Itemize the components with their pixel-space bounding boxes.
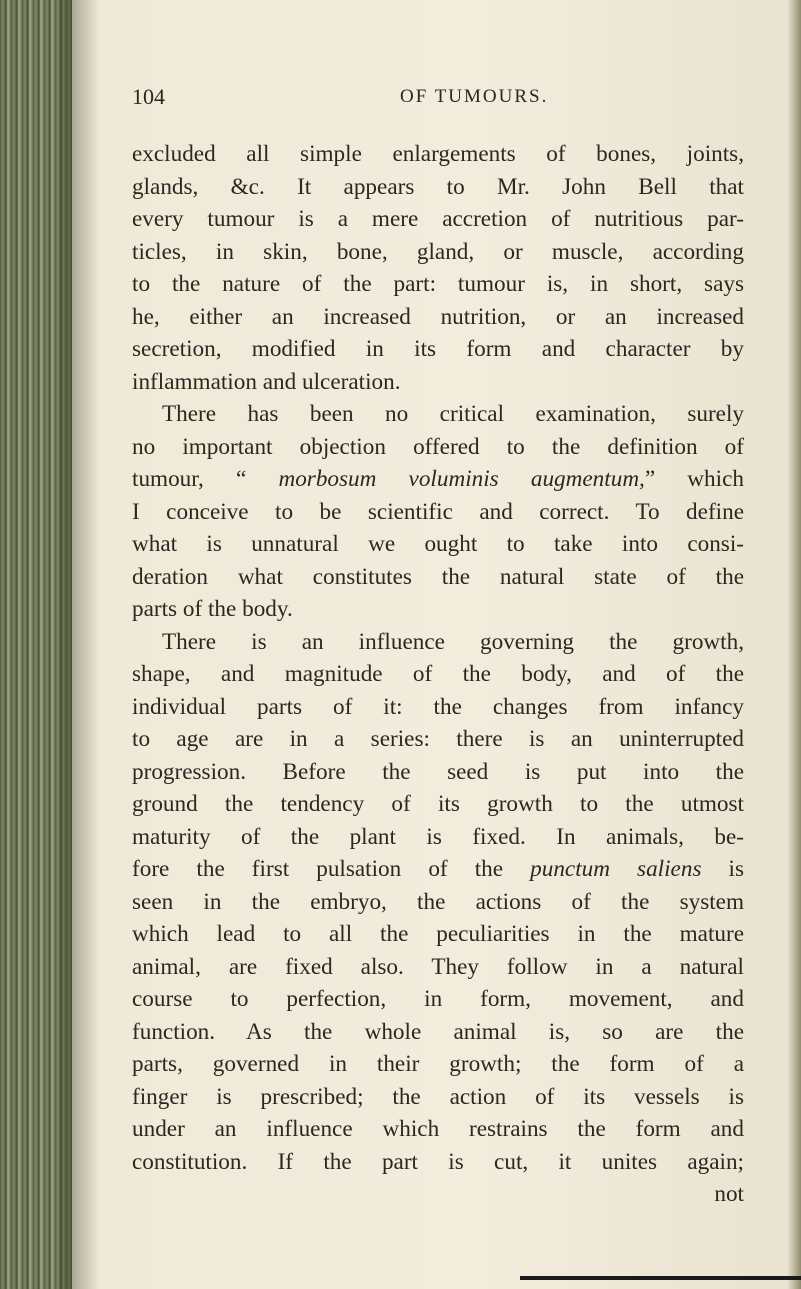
text-line: constitution. If the part is cut, it unites again; (132, 1148, 744, 1175)
text-line: finger is prescribed; the action of its vessels is (132, 1083, 744, 1110)
text-line: no important objection offered to the definition of (132, 433, 744, 460)
text-line: which lead to all the peculiarities in the mature (132, 921, 744, 947)
text-line (132, 853, 744, 886)
text-line: parts of the body. (132, 596, 293, 622)
text-line: progression. Before the seed is put into the (132, 758, 744, 785)
text-line: I conceive to be scientific and correct. To define (132, 498, 744, 525)
text-line: deration what constitutes the natural state of the (132, 563, 744, 590)
text-line: shape, and magnitude of the body, and of the (132, 661, 744, 687)
text-line (132, 463, 744, 496)
text-line: under an influence which restrains the form and (132, 1116, 744, 1142)
text-run: is (701, 856, 745, 882)
text-line: he, either an increased nutrition, or an increased (132, 303, 744, 330)
text-run: ” which (644, 466, 744, 492)
latin-phrase: morbosum voluminis augmentum, (278, 466, 645, 492)
running-header (132, 84, 732, 114)
text-line: glands, &c. It appears to Mr. John Bell that (132, 173, 744, 200)
text-line: animal, are fixed also. They follow in a natural (132, 953, 744, 980)
gutter-shadow (60, 0, 100, 1289)
paragraph-start: There has been no critical examination, surely (162, 401, 744, 427)
text-line: to the nature of the part: tumour is, in short, says (132, 271, 744, 297)
text-line: excluded all simple enlargements of bones, joints, (132, 141, 744, 167)
text-line: ground the tendency of its growth to the utmost (132, 791, 744, 817)
text-line: maturity of the plant is fixed. In animals, be- (132, 823, 744, 850)
paragraph-start: There is an influence governing the growth, (162, 628, 744, 655)
text-line: seen in the embryo, the actions of the system (132, 888, 744, 915)
page-edge (787, 0, 801, 1289)
latin-phrase: punctum saliens (530, 856, 702, 882)
text-line: what is unnatural we ought to take into consi- (132, 531, 744, 557)
text-line: ticles, in skin, bone, gland, or muscle, according (132, 238, 744, 265)
page-bottom-shadow (520, 1276, 801, 1280)
text-line: every tumour is a mere accretion of nutritious par- (132, 206, 744, 232)
text-line: to age are in a series: there is an uninterrupted (132, 726, 744, 752)
text-line: function. As the whole animal is, so are the (132, 1018, 744, 1045)
text-run: tumour, “ (132, 466, 279, 492)
catchword: not (714, 1181, 744, 1207)
text-line: inflammation and ulceration. (132, 368, 401, 395)
text-line: individual parts of it: the changes from infancy (132, 693, 744, 720)
page-number: 104 (132, 84, 165, 109)
text-run: fore the first pulsation of the (132, 856, 531, 882)
body-text (132, 138, 744, 1211)
text-line: secretion, modified in its form and character by (132, 336, 744, 362)
text-line: course to perfection, in form, movement, and (132, 986, 744, 1012)
text-line: parts, governed in their growth; the form of a (132, 1051, 744, 1077)
running-title: OF TUMOURS. (400, 86, 549, 107)
